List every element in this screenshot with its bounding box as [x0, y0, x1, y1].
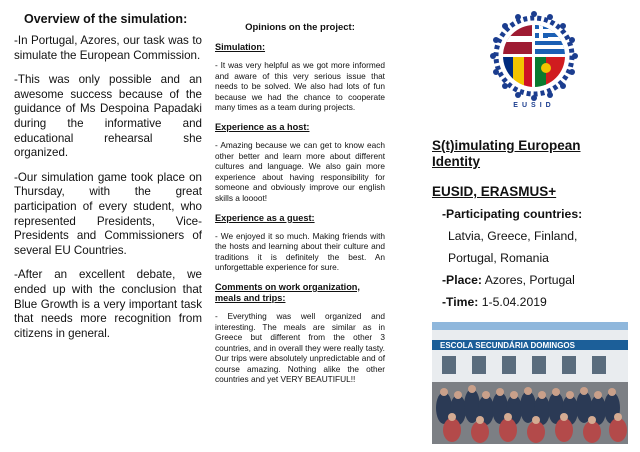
opinions-heading: Opinions on the project:	[245, 22, 355, 33]
opinions-column	[215, 22, 385, 394]
countries-line: Portugal, Romania	[448, 251, 549, 265]
section-title-host: Experience as a host:	[215, 121, 310, 132]
section-title-organization: Comments on work organization, meals and trips:	[215, 281, 360, 303]
overview-paragraph: -In Portugal, Azores, our task was to simulate the European Commission.	[14, 34, 202, 62]
place-row: -Place: Azores, Portugal	[442, 273, 575, 287]
section-title-simulation: Simulation:	[215, 42, 266, 52]
project-title: S(t)imulating European Identity	[432, 138, 581, 169]
logo-text: EUSID	[513, 102, 555, 109]
countries-line: Latvia, Greece, Finland,	[448, 229, 578, 243]
time-row: -Time: 1-5.04.2019	[442, 295, 547, 309]
section-text-guest: - We enjoyed it so much. Making friends with the hosts and learning about their culture and traditions it is definitely the best. An unforgettable experience for sure.	[215, 230, 385, 273]
group-photo	[432, 322, 628, 444]
project-info	[426, 138, 631, 309]
group-photo-graphic	[432, 322, 628, 444]
section-text-organization: - Everything was well organized and interesting. The meals are similar as in Greece but different from the other 3 countries, and in overall they were really tasty. Our trips were absolutely unpredictable and of course amazing. Nothing alike the other countries and yet VERY BEAUTIFUL!!	[215, 310, 385, 385]
participating-label: -Participating countries:	[442, 207, 583, 221]
overview-heading: Overview of the simulation:	[24, 12, 188, 26]
eusid-logo	[488, 8, 580, 118]
overview-paragraph: -After an excellent debate, we ended up with the conclusion that Blue Growth is a very important task that needs more recognition from citizens in general.	[14, 268, 202, 340]
overview-column	[14, 12, 202, 351]
photo-sign: ESCOLA SECUNDÁRIA DOMINGOS	[440, 341, 575, 350]
overview-paragraph: -This was only possible and an awesome success because of the guidance of Ms Despoina Papadaki during the informative and educational rehearsal she organized.	[14, 73, 202, 160]
section-text-host: - Amazing because we can get to know each other better and learn more about different cultures and language. We also gain more experience about having responsibility for someone and obviously improve our english skills a loooot!	[215, 139, 385, 203]
project-subtitle: EUSID, ERASMUS+	[432, 184, 557, 199]
overview-paragraph: -Our simulation game took place on Thursday, with the great participation of every student, who represented Presidents, Vice-Presidents and Commissioners of several EU Countries.	[14, 170, 202, 257]
section-title-guest: Experience as a guest:	[215, 212, 315, 223]
section-text-simulation: - It was very helpful as we got more informed and aware of this very serious issue that needs to be solved. We also had lots of fun because we had the chance to cooperate many times as a team during projects.	[215, 60, 385, 113]
